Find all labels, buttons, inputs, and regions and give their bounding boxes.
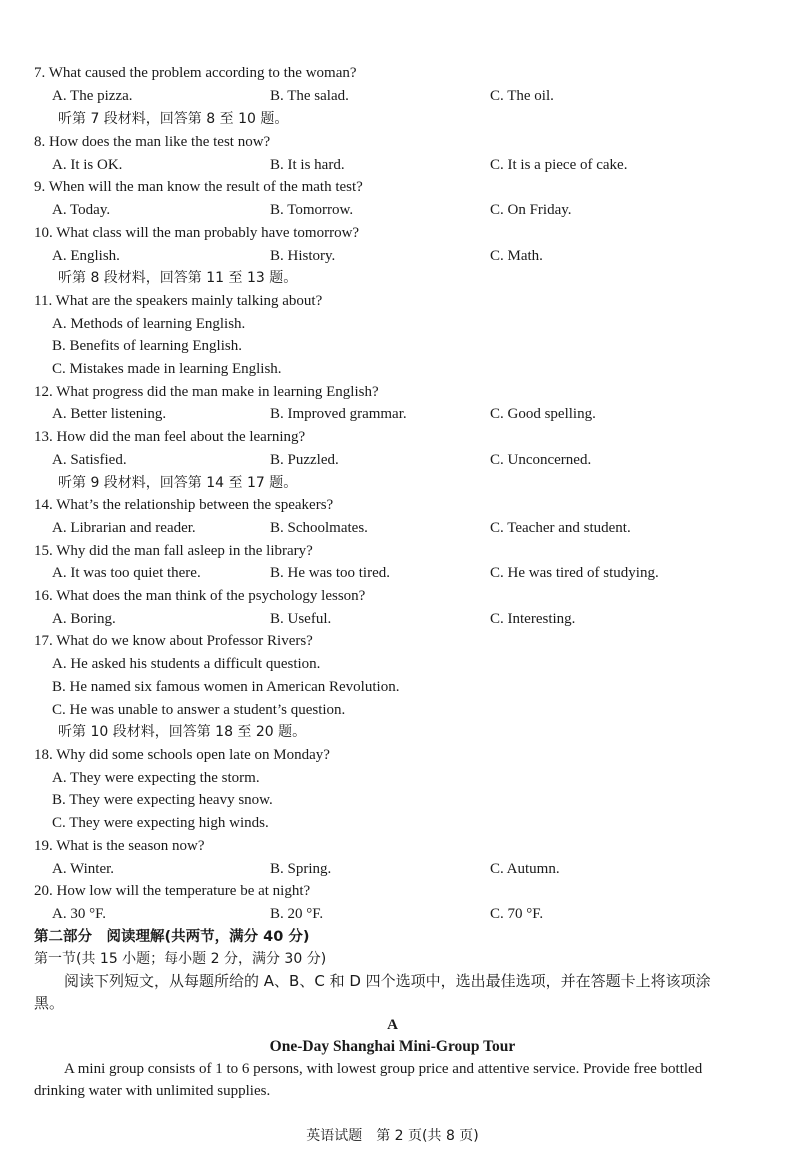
question-19-stem: 19. What is the season now?: [34, 838, 205, 854]
question-18-stem: 18. Why did some schools open late on Monday?: [34, 747, 330, 763]
question-7-option-a: A. The pizza.: [52, 88, 133, 104]
question-20-stem: 20. How low will the temperature be at night?: [34, 883, 311, 899]
question-20-option-a: A. 30 °F.: [52, 906, 106, 922]
question-7-stem: 7. What caused the problem according to the woman?: [34, 65, 357, 81]
question-14-option-c: C. Teacher and student.: [490, 520, 631, 536]
passage-paragraph: A mini group consists of 1 to 6 persons, with lowest group price and attentive service. Provide free bottled drinking water with unlimited supplies.: [34, 1061, 703, 1099]
question-10-stem: 10. What class will the man probably have tomorrow?: [34, 225, 360, 241]
question-17-stem: 17. What do we know about Professor Rivers?: [34, 633, 313, 649]
question-15-stem: 15. Why did the man fall asleep in the library?: [34, 543, 313, 559]
question-18-option-b: B. They were expecting heavy snow.: [52, 792, 273, 808]
part2-heading: 第二部分 阅读理解(共两节，满分 40 分): [34, 929, 310, 945]
question-12-option-b: B. Improved grammar.: [270, 406, 407, 422]
part2-section1-heading: 第一节(共 15 小题；每小题 2 分，满分 30 分): [34, 951, 327, 967]
question-16-option-c: C. Interesting.: [490, 611, 576, 627]
question-8-option-b: B. It is hard.: [270, 157, 345, 173]
question-17-option-b: B. He named six famous women in American Revolution.: [52, 679, 400, 695]
question-19-option-c: C. Autumn.: [490, 861, 560, 877]
question-8-option-c: C. It is a piece of cake.: [490, 157, 628, 173]
question-15-option-b: B. He was too tired.: [270, 565, 390, 581]
instruction-passage-10: 听第 10 段材料，回答第 18 至 20 题。: [58, 724, 307, 740]
question-11-stem: 11. What are the speakers mainly talking about?: [34, 293, 323, 309]
question-16-stem: 16. What does the man think of the psychology lesson?: [34, 588, 366, 604]
question-20-option-b: B. 20 °F.: [270, 906, 324, 922]
question-7-option-c: C. The oil.: [490, 88, 554, 104]
instruction-passage-7: 听第 7 段材料，回答第 8 至 10 题。: [58, 111, 289, 127]
question-7-option-b: B. The salad.: [270, 88, 349, 104]
passage-title: One-Day Shanghai Mini-Group Tour: [269, 1038, 516, 1055]
question-13-option-b: B. Puzzled.: [270, 452, 339, 468]
question-10-option-c: C. Math.: [490, 248, 543, 264]
question-17-option-a: A. He asked his students a difficult question.: [52, 656, 321, 672]
part2-instruction: 阅读下列短文，从每题所给的 A、B、C 和 D 四个选项中，选出最佳选项，并在答题卡上将该项涂黑。: [34, 972, 711, 1012]
question-13-option-a: A. Satisfied.: [52, 452, 127, 468]
question-9-option-c: C. On Friday.: [490, 202, 572, 218]
question-18-option-a: A. They were expecting the storm.: [52, 770, 260, 786]
question-12-option-c: C. Good spelling.: [490, 406, 596, 422]
question-9-option-b: B. Tomorrow.: [270, 202, 354, 218]
question-8-stem: 8. How does the man like the test now?: [34, 134, 271, 150]
question-12-stem: 12. What progress did the man make in learning English?: [34, 384, 379, 400]
question-14-stem: 14. What’s the relationship between the speakers?: [34, 497, 334, 513]
instruction-passage-8: 听第 8 段材料，回答第 11 至 13 题。: [58, 270, 298, 286]
question-19-option-a: A. Winter.: [52, 861, 115, 877]
question-20-option-c: C. 70 °F.: [490, 906, 544, 922]
question-13-stem: 13. How did the man feel about the learning?: [34, 429, 306, 445]
question-10-option-b: B. History.: [270, 248, 336, 264]
question-19-option-b: B. Spring.: [270, 861, 332, 877]
page-footer: 英语试题 第 2 页(共 8 页): [306, 1128, 479, 1144]
question-14-option-b: B. Schoolmates.: [270, 520, 368, 536]
question-10-option-a: A. English.: [52, 248, 120, 264]
question-11-option-c: C. Mistakes made in learning English.: [52, 361, 282, 377]
question-9-stem: 9. When will the man know the result of the math test?: [34, 179, 363, 195]
question-16-option-a: A. Boring.: [52, 611, 116, 627]
question-11-option-b: B. Benefits of learning English.: [52, 338, 242, 354]
question-18-option-c: C. They were expecting high winds.: [52, 815, 269, 831]
question-13-option-c: C. Unconcerned.: [490, 452, 592, 468]
question-17-option-c: C. He was unable to answer a student’s question.: [52, 702, 346, 718]
question-16-option-b: B. Useful.: [270, 611, 332, 627]
question-12-option-a: A. Better listening.: [52, 406, 167, 422]
question-15-option-c: C. He was tired of studying.: [490, 565, 659, 581]
question-11-option-a: A. Methods of learning English.: [52, 316, 246, 332]
question-15-option-a: A. It was too quiet there.: [52, 565, 201, 581]
passage-letter: A: [387, 1017, 398, 1033]
question-8-option-a: A. It is OK.: [52, 157, 123, 173]
instruction-passage-9: 听第 9 段材料，回答第 14 至 17 题。: [58, 475, 298, 491]
question-14-option-a: A. Librarian and reader.: [52, 520, 196, 536]
question-9-option-a: A. Today.: [52, 202, 111, 218]
